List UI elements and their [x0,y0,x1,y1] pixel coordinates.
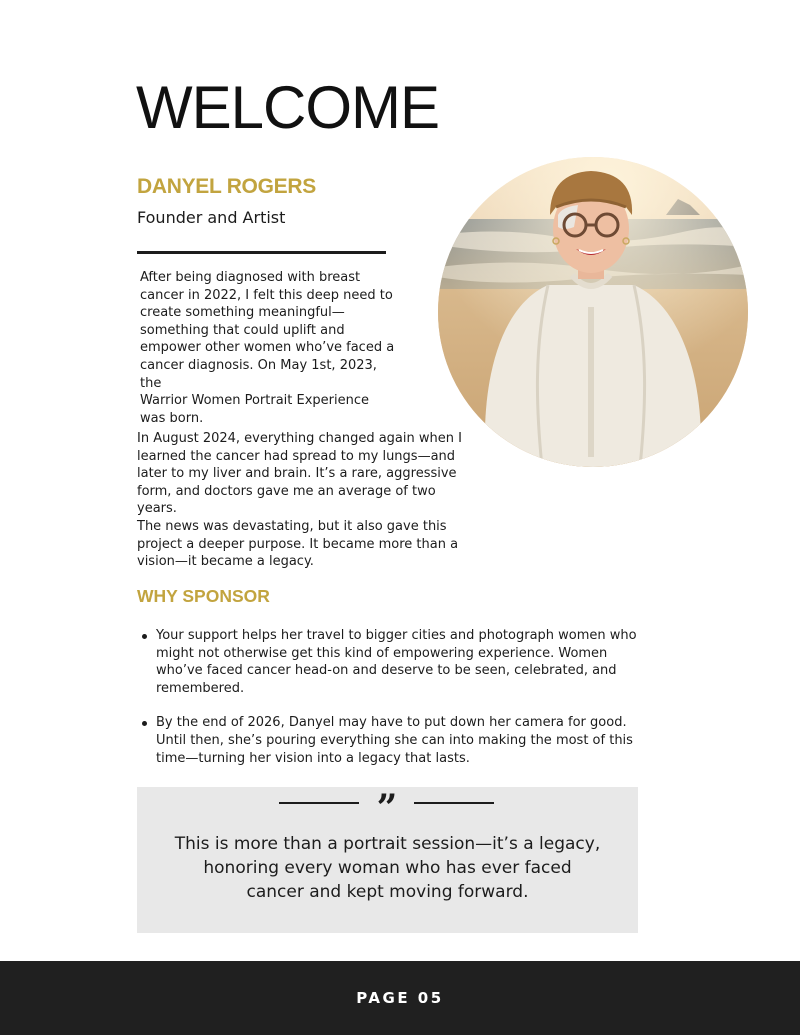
story-line: something that could uplift and [140,322,345,338]
quote-divider-right [414,802,494,804]
story-line: form, and doctors gave me an average of two years. [137,483,436,517]
sponsor-bullet-list [137,627,637,784]
bullet-line: who’ve faced cancer head-on and deserve to be seen, celebrated, and [156,663,617,679]
story-paragraph-2 [137,430,471,571]
quote-divider-left [279,802,359,804]
page-footer [0,961,800,1035]
story-line: project a deeper purpose. It became more than a [137,536,459,552]
story-line: After being diagnosed with breast [140,270,361,285]
sponsor-bullet [137,627,637,697]
quote-box [137,787,638,933]
bullet-line: Until then, she’s pouring everything she can into making the most of this [156,732,633,748]
founder-role: Founder and Artist [137,208,286,227]
divider-rule [137,251,386,254]
quote-line: This is more than a portrait session—it’s a legacy, [174,834,601,854]
story-line: vision—it became a legacy. [137,554,314,570]
why-sponsor-heading: WHY SPONSOR [137,586,270,606]
bullet-line: remembered. [156,680,245,696]
sponsor-bullet [137,714,637,767]
founder-name: DANYEL ROGERS [137,175,316,198]
quote-line: honoring every woman who has ever faced [203,858,572,878]
story-line: The news was devastating, but it also gave this [137,518,447,534]
page-number: PAGE 05 [356,989,444,1007]
story-line: In August 2024, everything changed again when I [137,431,462,446]
story-line: cancer in 2022, I felt this deep need to [140,287,393,303]
quote-text [157,832,618,904]
story-line: Warrior Women Portrait Experience [140,393,369,409]
bullet-line: By the end of 2026, Danyel may have to put down her camera for good. [156,715,627,731]
bullet-dot-icon [142,634,147,639]
story-line: learned the cancer had spread to my lungs—and [137,448,456,464]
story-line: was born. [140,410,204,426]
story-line: create something meaningful— [140,305,345,321]
portrait-photo [438,157,748,467]
bullet-line: Your support helps her travel to bigger cities and photograph women who [156,628,637,643]
story-line: cancer diagnosis. On May 1st, 2023, the [140,357,377,391]
page-title: WELCOME [136,74,440,141]
quote-line: cancer and kept moving forward. [246,882,529,902]
quote-mark-icon: ” [376,787,398,829]
story-line: empower other women who’ve faced a [140,340,395,356]
bullet-dot-icon [142,721,147,726]
bullet-line: time—turning her vision into a legacy that lasts. [156,750,470,766]
bullet-line: might not otherwise get this kind of empowering experience. Women [156,645,608,661]
story-line: later to my liver and brain. It’s a rare, aggressive [137,466,457,482]
story-paragraph-1 [140,269,398,427]
